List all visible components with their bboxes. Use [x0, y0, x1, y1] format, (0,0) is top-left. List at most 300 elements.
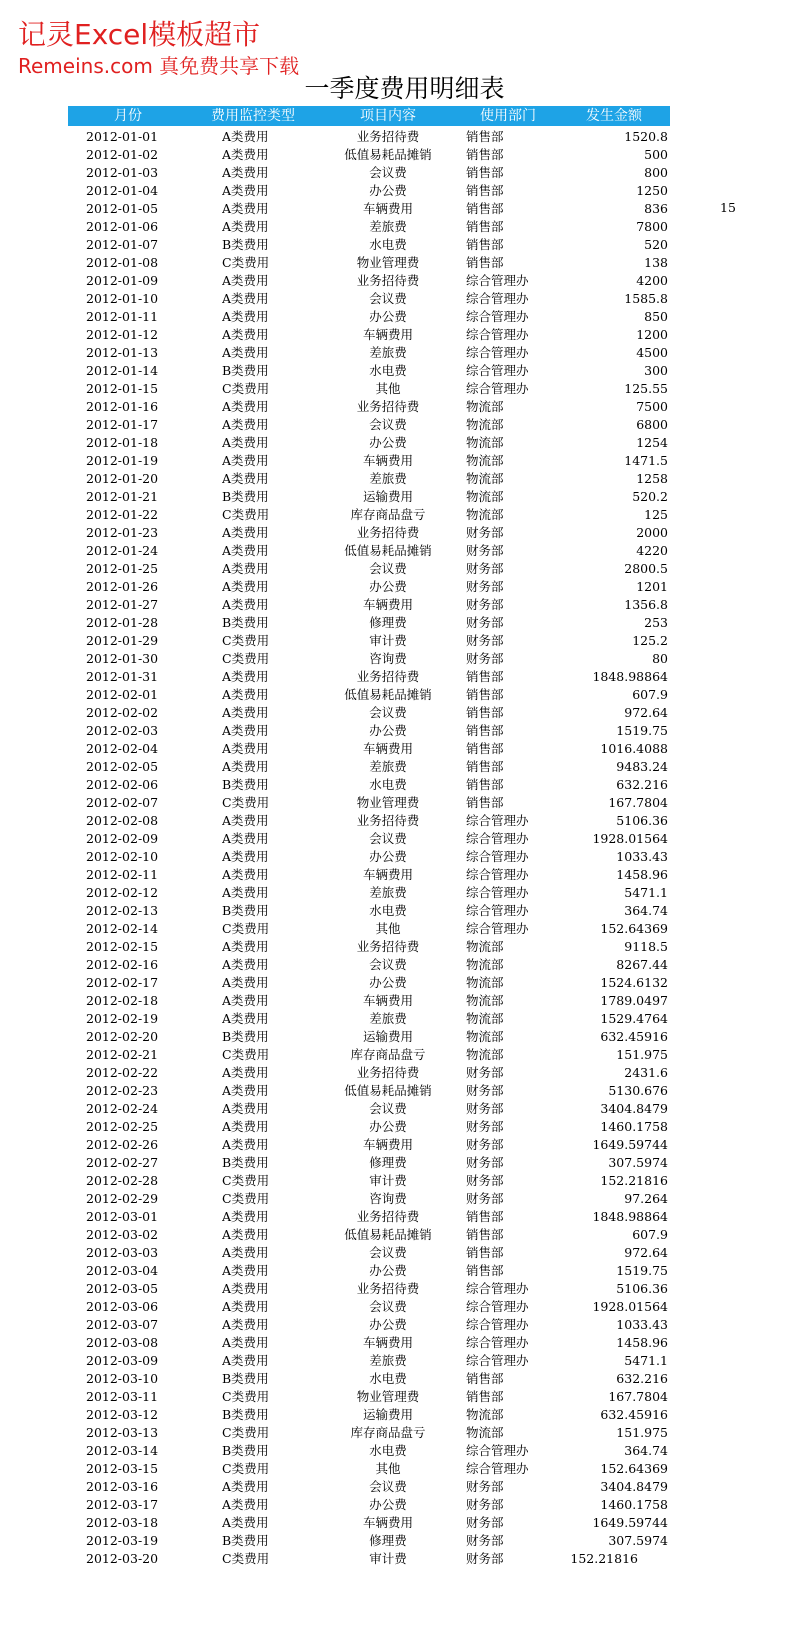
cell-amount[interactable]: 152.21816 [570, 1551, 638, 1566]
cell-date[interactable]: 2012-03-14 [86, 1443, 159, 1458]
cell-item[interactable]: 业务招待费 [356, 399, 420, 414]
cell-item[interactable]: 会议费 [369, 1101, 407, 1116]
cell-item[interactable]: 办公费 [369, 183, 407, 198]
cell-amount[interactable]: 307.5974 [608, 1533, 668, 1548]
cell-item[interactable]: 修理费 [369, 1155, 407, 1170]
cell-category[interactable]: A类费用 [222, 309, 269, 324]
cell-department[interactable]: 综合管理办 [466, 381, 529, 396]
cell-item[interactable]: 修理费 [369, 615, 407, 630]
cell-department[interactable]: 销售部 [466, 147, 504, 162]
cell-item[interactable]: 办公费 [369, 579, 407, 594]
cell-department[interactable]: 物流部 [466, 399, 504, 414]
cell-department[interactable]: 销售部 [466, 201, 504, 216]
cell-category[interactable]: A类费用 [222, 1119, 269, 1134]
cell-category[interactable]: A类费用 [222, 957, 269, 972]
cell-date[interactable]: 2012-02-23 [86, 1083, 159, 1098]
cell-department[interactable]: 财务部 [466, 1497, 504, 1512]
cell-amount[interactable]: 1016.4088 [600, 741, 668, 756]
cell-amount[interactable]: 2800.5 [624, 561, 668, 576]
cell-item[interactable]: 业务招待费 [356, 669, 420, 684]
cell-category[interactable]: B类费用 [222, 777, 269, 792]
cell-amount[interactable]: 364.74 [624, 903, 668, 918]
cell-amount[interactable]: 1460.1758 [600, 1497, 668, 1512]
cell-amount[interactable]: 1524.6132 [600, 975, 668, 990]
cell-category[interactable]: A类费用 [222, 561, 269, 576]
cell-amount[interactable]: 125.55 [624, 381, 668, 396]
cell-date[interactable]: 2012-02-24 [86, 1101, 159, 1116]
cell-amount[interactable]: 9118.5 [624, 939, 668, 954]
cell-item[interactable]: 办公费 [369, 309, 407, 324]
cell-item[interactable]: 低值易耗品摊销 [344, 147, 432, 162]
cell-amount[interactable]: 152.64369 [600, 1461, 668, 1476]
cell-department[interactable]: 销售部 [466, 1389, 504, 1404]
cell-amount[interactable]: 152.21816 [600, 1173, 668, 1188]
cell-department[interactable]: 综合管理办 [466, 1443, 529, 1458]
cell-department[interactable]: 综合管理办 [466, 849, 529, 864]
cell-amount[interactable]: 4220 [636, 543, 668, 558]
header-item[interactable]: 项目内容 [360, 108, 416, 124]
cell-department[interactable]: 综合管理办 [466, 1335, 529, 1350]
cell-amount[interactable]: 2000 [636, 525, 668, 540]
cell-department[interactable]: 销售部 [466, 687, 504, 702]
cell-department[interactable]: 销售部 [466, 1263, 504, 1278]
cell-item[interactable]: 差旅费 [369, 1011, 407, 1026]
cell-item[interactable]: 会议费 [369, 831, 407, 846]
cell-department[interactable]: 综合管理办 [466, 1353, 529, 1368]
cell-department[interactable]: 销售部 [466, 723, 504, 738]
cell-item[interactable]: 物业管理费 [356, 255, 420, 270]
cell-item[interactable]: 业务招待费 [356, 129, 420, 144]
cell-amount[interactable]: 972.64 [624, 1245, 668, 1260]
cell-category[interactable]: C类费用 [222, 633, 270, 648]
cell-department[interactable]: 物流部 [466, 453, 504, 468]
cell-item[interactable]: 车辆费用 [362, 1137, 413, 1152]
cell-item[interactable]: 办公费 [369, 1119, 407, 1134]
cell-item[interactable]: 办公费 [369, 723, 407, 738]
cell-date[interactable]: 2012-02-05 [86, 759, 159, 774]
cell-department[interactable]: 财务部 [466, 1533, 504, 1548]
cell-department[interactable]: 销售部 [466, 741, 504, 756]
cell-category[interactable]: A类费用 [222, 597, 269, 612]
cell-department[interactable]: 销售部 [466, 129, 504, 144]
cell-date[interactable]: 2012-03-11 [86, 1389, 159, 1404]
cell-amount[interactable]: 607.9 [632, 1227, 668, 1242]
cell-amount[interactable]: 520 [644, 237, 668, 252]
cell-department[interactable]: 财务部 [466, 1155, 504, 1170]
cell-amount[interactable]: 1928.01564 [592, 831, 668, 846]
cell-category[interactable]: B类费用 [222, 363, 269, 378]
cell-category[interactable]: A类费用 [222, 273, 269, 288]
cell-department[interactable]: 物流部 [466, 435, 504, 450]
cell-category[interactable]: A类费用 [222, 705, 269, 720]
cell-item[interactable]: 办公费 [369, 435, 407, 450]
cell-date[interactable]: 2012-03-10 [86, 1371, 159, 1386]
cell-amount[interactable]: 1585.8 [624, 291, 668, 306]
cell-department[interactable]: 财务部 [466, 615, 504, 630]
cell-category[interactable]: A类费用 [222, 579, 269, 594]
cell-category[interactable]: B类费用 [222, 1371, 269, 1386]
cell-item[interactable]: 物业管理费 [356, 1389, 420, 1404]
cell-date[interactable]: 2012-02-18 [86, 993, 159, 1008]
cell-item[interactable]: 会议费 [369, 1245, 407, 1260]
cell-item[interactable]: 会议费 [369, 705, 407, 720]
cell-date[interactable]: 2012-02-12 [86, 885, 159, 900]
cell-category[interactable]: A类费用 [222, 759, 269, 774]
cell-department[interactable]: 综合管理办 [466, 291, 529, 306]
cell-date[interactable]: 2012-02-17 [86, 975, 159, 990]
cell-date[interactable]: 2012-02-10 [86, 849, 159, 864]
cell-date[interactable]: 2012-02-21 [86, 1047, 159, 1062]
cell-department[interactable]: 综合管理办 [466, 309, 529, 324]
cell-category[interactable]: C类费用 [222, 1389, 270, 1404]
cell-item[interactable]: 会议费 [369, 291, 407, 306]
cell-item[interactable]: 审计费 [369, 1551, 407, 1566]
cell-amount[interactable]: 1254 [636, 435, 668, 450]
cell-item[interactable]: 水电费 [369, 777, 407, 792]
cell-amount[interactable]: 2431.6 [624, 1065, 668, 1080]
cell-category[interactable]: A类费用 [222, 417, 269, 432]
cell-date[interactable]: 2012-01-22 [86, 507, 159, 522]
cell-department[interactable]: 综合管理办 [466, 327, 529, 342]
cell-item[interactable]: 修理费 [369, 1533, 407, 1548]
header-category[interactable]: 费用监控类型 [211, 108, 295, 124]
cell-department[interactable]: 财务部 [466, 597, 504, 612]
cell-category[interactable]: B类费用 [222, 903, 269, 918]
cell-date[interactable]: 2012-02-02 [86, 705, 159, 720]
cell-department[interactable]: 综合管理办 [466, 903, 529, 918]
cell-department[interactable]: 财务部 [466, 1515, 504, 1530]
cell-category[interactable]: A类费用 [222, 1263, 269, 1278]
cell-date[interactable]: 2012-02-04 [86, 741, 159, 756]
cell-category[interactable]: A类费用 [222, 147, 269, 162]
cell-item[interactable]: 车辆费用 [362, 327, 413, 342]
cell-date[interactable]: 2012-03-09 [86, 1353, 159, 1368]
cell-amount[interactable]: 1033.43 [616, 1317, 668, 1332]
cell-date[interactable]: 2012-01-02 [86, 147, 159, 162]
cell-department[interactable]: 物流部 [466, 993, 504, 1008]
cell-category[interactable]: A类费用 [222, 993, 269, 1008]
cell-amount[interactable]: 138 [644, 255, 668, 270]
cell-amount[interactable]: 3404.8479 [600, 1101, 668, 1116]
cell-department[interactable]: 销售部 [466, 183, 504, 198]
cell-item[interactable]: 水电费 [369, 1443, 407, 1458]
cell-department[interactable]: 销售部 [466, 165, 504, 180]
cell-date[interactable]: 2012-02-03 [86, 723, 159, 738]
cell-date[interactable]: 2012-01-28 [86, 615, 159, 630]
cell-category[interactable]: A类费用 [222, 1101, 269, 1116]
cell-date[interactable]: 2012-02-13 [86, 903, 159, 918]
cell-date[interactable]: 2012-03-18 [86, 1515, 159, 1530]
cell-date[interactable]: 2012-02-29 [86, 1191, 159, 1206]
cell-date[interactable]: 2012-03-08 [86, 1335, 159, 1350]
cell-date[interactable]: 2012-01-30 [86, 651, 159, 666]
cell-date[interactable]: 2012-03-05 [86, 1281, 159, 1296]
cell-department[interactable]: 综合管理办 [466, 921, 529, 936]
cell-item[interactable]: 差旅费 [369, 219, 407, 234]
cell-department[interactable]: 综合管理办 [466, 831, 529, 846]
cell-item[interactable]: 审计费 [369, 1173, 407, 1188]
cell-category[interactable]: C类费用 [222, 795, 270, 810]
cell-date[interactable]: 2012-01-06 [86, 219, 159, 234]
cell-amount[interactable]: 97.264 [624, 1191, 668, 1206]
cell-amount[interactable]: 307.5974 [608, 1155, 668, 1170]
cell-date[interactable]: 2012-02-07 [86, 795, 159, 810]
cell-category[interactable]: C类费用 [222, 1551, 270, 1566]
cell-category[interactable]: B类费用 [222, 615, 269, 630]
cell-department[interactable]: 物流部 [466, 471, 504, 486]
cell-category[interactable]: C类费用 [222, 1173, 270, 1188]
header-month[interactable]: 月份 [114, 108, 142, 124]
cell-date[interactable]: 2012-03-12 [86, 1407, 159, 1422]
cell-amount[interactable]: 836 [644, 201, 668, 216]
cell-date[interactable]: 2012-01-24 [86, 543, 159, 558]
cell-item[interactable]: 业务招待费 [356, 1209, 420, 1224]
cell-item[interactable]: 物业管理费 [356, 795, 420, 810]
cell-category[interactable]: A类费用 [222, 129, 269, 144]
cell-item[interactable]: 业务招待费 [356, 813, 420, 828]
cell-department[interactable]: 财务部 [466, 1173, 504, 1188]
cell-amount[interactable]: 300 [644, 363, 668, 378]
cell-department[interactable]: 物流部 [466, 975, 504, 990]
cell-department[interactable]: 物流部 [466, 939, 504, 954]
cell-category[interactable]: A类费用 [222, 291, 269, 306]
cell-date[interactable]: 2012-02-09 [86, 831, 159, 846]
cell-date[interactable]: 2012-03-07 [86, 1317, 159, 1332]
cell-date[interactable]: 2012-01-01 [86, 129, 159, 144]
cell-category[interactable]: A类费用 [222, 345, 269, 360]
cell-date[interactable]: 2012-02-16 [86, 957, 159, 972]
cell-item[interactable]: 办公费 [369, 1497, 407, 1512]
cell-department[interactable]: 物流部 [466, 1047, 504, 1062]
cell-amount[interactable]: 632.45916 [600, 1029, 668, 1044]
cell-department[interactable]: 销售部 [466, 255, 504, 270]
cell-amount[interactable]: 7800 [636, 219, 668, 234]
cell-item[interactable]: 差旅费 [369, 1353, 407, 1368]
cell-department[interactable]: 物流部 [466, 507, 504, 522]
cell-amount[interactable]: 253 [644, 615, 668, 630]
cell-category[interactable]: C类费用 [222, 651, 270, 666]
cell-department[interactable]: 销售部 [466, 1227, 504, 1242]
cell-amount[interactable]: 1250 [636, 183, 668, 198]
cell-amount[interactable]: 167.7804 [608, 1389, 668, 1404]
cell-date[interactable]: 2012-02-08 [86, 813, 159, 828]
cell-department[interactable]: 综合管理办 [466, 345, 529, 360]
cell-category[interactable]: A类费用 [222, 183, 269, 198]
cell-item[interactable]: 其他 [375, 381, 401, 396]
cell-amount[interactable]: 125 [644, 507, 668, 522]
cell-item[interactable]: 运输费用 [362, 1407, 413, 1422]
cell-amount[interactable]: 151.975 [616, 1047, 668, 1062]
cell-amount[interactable]: 1529.4764 [600, 1011, 668, 1026]
cell-item[interactable]: 车辆费用 [362, 1335, 413, 1350]
cell-department[interactable]: 销售部 [466, 219, 504, 234]
cell-department[interactable]: 物流部 [466, 417, 504, 432]
cell-item[interactable]: 其他 [375, 1461, 401, 1476]
cell-date[interactable]: 2012-01-31 [86, 669, 159, 684]
cell-item[interactable]: 差旅费 [369, 885, 407, 900]
cell-date[interactable]: 2012-02-06 [86, 777, 159, 792]
cell-category[interactable]: A类费用 [222, 1317, 269, 1332]
cell-item[interactable]: 车辆费用 [362, 453, 413, 468]
cell-category[interactable]: A类费用 [222, 975, 269, 990]
cell-category[interactable]: A类费用 [222, 1065, 269, 1080]
cell-item[interactable]: 业务招待费 [356, 525, 420, 540]
cell-category[interactable]: C类费用 [222, 507, 270, 522]
cell-date[interactable]: 2012-03-13 [86, 1425, 159, 1440]
cell-category[interactable]: A类费用 [222, 1281, 269, 1296]
cell-category[interactable]: C类费用 [222, 1461, 270, 1476]
cell-date[interactable]: 2012-01-21 [86, 489, 159, 504]
cell-item[interactable]: 车辆费用 [362, 867, 413, 882]
cell-item[interactable]: 低值易耗品摊销 [344, 543, 432, 558]
cell-department[interactable]: 财务部 [466, 1191, 504, 1206]
cell-department[interactable]: 销售部 [466, 705, 504, 720]
cell-amount[interactable]: 1848.98864 [592, 669, 668, 684]
cell-date[interactable]: 2012-02-22 [86, 1065, 159, 1080]
cell-department[interactable]: 综合管理办 [466, 1317, 529, 1332]
cell-date[interactable]: 2012-01-29 [86, 633, 159, 648]
cell-date[interactable]: 2012-01-11 [86, 309, 159, 324]
cell-department[interactable]: 物流部 [466, 489, 504, 504]
cell-item[interactable]: 车辆费用 [362, 741, 413, 756]
cell-category[interactable]: C类费用 [222, 381, 270, 396]
cell-department[interactable]: 财务部 [466, 1137, 504, 1152]
cell-date[interactable]: 2012-02-14 [86, 921, 159, 936]
cell-item[interactable]: 车辆费用 [362, 597, 413, 612]
cell-item[interactable]: 运输费用 [362, 489, 413, 504]
cell-date[interactable]: 2012-02-26 [86, 1137, 159, 1152]
cell-amount[interactable]: 7500 [636, 399, 668, 414]
cell-category[interactable]: A类费用 [222, 165, 269, 180]
cell-date[interactable]: 2012-01-08 [86, 255, 159, 270]
cell-item[interactable]: 运输费用 [362, 1029, 413, 1044]
cell-category[interactable]: B类费用 [222, 1407, 269, 1422]
cell-department[interactable]: 物流部 [466, 1029, 504, 1044]
cell-department[interactable]: 综合管理办 [466, 363, 529, 378]
cell-item[interactable]: 水电费 [369, 903, 407, 918]
cell-category[interactable]: A类费用 [222, 1083, 269, 1098]
cell-date[interactable]: 2012-03-19 [86, 1533, 159, 1548]
cell-amount[interactable]: 1258 [636, 471, 668, 486]
cell-amount[interactable]: 1471.5 [624, 453, 668, 468]
cell-date[interactable]: 2012-01-23 [86, 525, 159, 540]
cell-amount[interactable]: 1201 [636, 579, 668, 594]
cell-department[interactable]: 销售部 [466, 669, 504, 684]
header-department[interactable]: 使用部门 [480, 108, 536, 124]
cell-amount[interactable]: 80 [652, 651, 668, 666]
cell-department[interactable]: 财务部 [466, 579, 504, 594]
cell-amount[interactable]: 9483.24 [616, 759, 668, 774]
cell-item[interactable]: 审计费 [369, 633, 407, 648]
cell-amount[interactable]: 500 [644, 147, 668, 162]
cell-item[interactable]: 会议费 [369, 417, 407, 432]
cell-department[interactable]: 销售部 [466, 1371, 504, 1386]
cell-amount[interactable]: 167.7804 [608, 795, 668, 810]
cell-date[interactable]: 2012-03-15 [86, 1461, 159, 1476]
cell-department[interactable]: 财务部 [466, 561, 504, 576]
cell-item[interactable]: 业务招待费 [356, 1281, 420, 1296]
cell-item[interactable]: 低值易耗品摊销 [344, 687, 432, 702]
cell-category[interactable]: A类费用 [222, 813, 269, 828]
cell-date[interactable]: 2012-03-06 [86, 1299, 159, 1314]
cell-item[interactable]: 低值易耗品摊销 [344, 1227, 432, 1242]
cell-item[interactable]: 办公费 [369, 849, 407, 864]
cell-category[interactable]: B类费用 [222, 489, 269, 504]
cell-amount[interactable]: 152.64369 [600, 921, 668, 936]
cell-item[interactable]: 业务招待费 [356, 1065, 420, 1080]
cell-date[interactable]: 2012-02-28 [86, 1173, 159, 1188]
cell-date[interactable]: 2012-01-15 [86, 381, 159, 396]
cell-amount[interactable]: 850 [644, 309, 668, 324]
cell-date[interactable]: 2012-01-14 [86, 363, 159, 378]
cell-category[interactable]: A类费用 [222, 1515, 269, 1530]
cell-department[interactable]: 物流部 [466, 1407, 504, 1422]
cell-amount[interactable]: 5471.1 [624, 1353, 668, 1368]
cell-department[interactable]: 物流部 [466, 957, 504, 972]
cell-department[interactable]: 销售部 [466, 237, 504, 252]
cell-item[interactable]: 低值易耗品摊销 [344, 1083, 432, 1098]
cell-date[interactable]: 2012-01-25 [86, 561, 159, 576]
cell-amount[interactable]: 1033.43 [616, 849, 668, 864]
cell-department[interactable]: 销售部 [466, 1209, 504, 1224]
cell-date[interactable]: 2012-01-27 [86, 597, 159, 612]
cell-date[interactable]: 2012-03-04 [86, 1263, 159, 1278]
cell-item[interactable]: 水电费 [369, 363, 407, 378]
cell-amount[interactable]: 1458.96 [616, 1335, 668, 1350]
cell-amount[interactable]: 5106.36 [616, 1281, 668, 1296]
cell-item[interactable]: 水电费 [369, 237, 407, 252]
cell-category[interactable]: A类费用 [222, 543, 269, 558]
cell-date[interactable]: 2012-01-20 [86, 471, 159, 486]
cell-date[interactable]: 2012-03-02 [86, 1227, 159, 1242]
cell-amount[interactable]: 1848.98864 [592, 1209, 668, 1224]
cell-amount[interactable]: 3404.8479 [600, 1479, 668, 1494]
cell-item[interactable]: 会议费 [369, 957, 407, 972]
cell-item[interactable]: 车辆费用 [362, 993, 413, 1008]
cell-date[interactable]: 2012-01-16 [86, 399, 159, 414]
cell-item[interactable]: 水电费 [369, 1371, 407, 1386]
cell-amount[interactable]: 632.45916 [600, 1407, 668, 1422]
cell-category[interactable]: A类费用 [222, 687, 269, 702]
cell-category[interactable]: A类费用 [222, 849, 269, 864]
cell-department[interactable]: 综合管理办 [466, 1461, 529, 1476]
cell-date[interactable]: 2012-01-07 [86, 237, 159, 252]
cell-amount[interactable]: 1200 [636, 327, 668, 342]
cell-category[interactable]: C类费用 [222, 1425, 270, 1440]
cell-date[interactable]: 2012-02-25 [86, 1119, 159, 1134]
cell-category[interactable]: C类费用 [222, 921, 270, 936]
cell-category[interactable]: A类费用 [222, 669, 269, 684]
cell-date[interactable]: 2012-02-19 [86, 1011, 159, 1026]
cell-amount[interactable]: 520.2 [632, 489, 668, 504]
cell-date[interactable]: 2012-01-12 [86, 327, 159, 342]
cell-category[interactable]: C类费用 [222, 255, 270, 270]
cell-amount[interactable]: 1649.59744 [592, 1137, 668, 1152]
cell-item[interactable]: 办公费 [369, 975, 407, 990]
cell-department[interactable]: 综合管理办 [466, 1281, 529, 1296]
cell-amount[interactable]: 6800 [636, 417, 668, 432]
cell-amount[interactable]: 364.74 [624, 1443, 668, 1458]
cell-item[interactable]: 车辆费用 [362, 201, 413, 216]
cell-date[interactable]: 2012-01-10 [86, 291, 159, 306]
cell-department[interactable]: 销售部 [466, 759, 504, 774]
cell-department[interactable]: 物流部 [466, 1011, 504, 1026]
cell-item[interactable]: 其他 [375, 921, 401, 936]
cell-category[interactable]: B类费用 [222, 1533, 269, 1548]
cell-date[interactable]: 2012-02-01 [86, 687, 159, 702]
cell-category[interactable]: A类费用 [222, 453, 269, 468]
cell-category[interactable]: A类费用 [222, 435, 269, 450]
